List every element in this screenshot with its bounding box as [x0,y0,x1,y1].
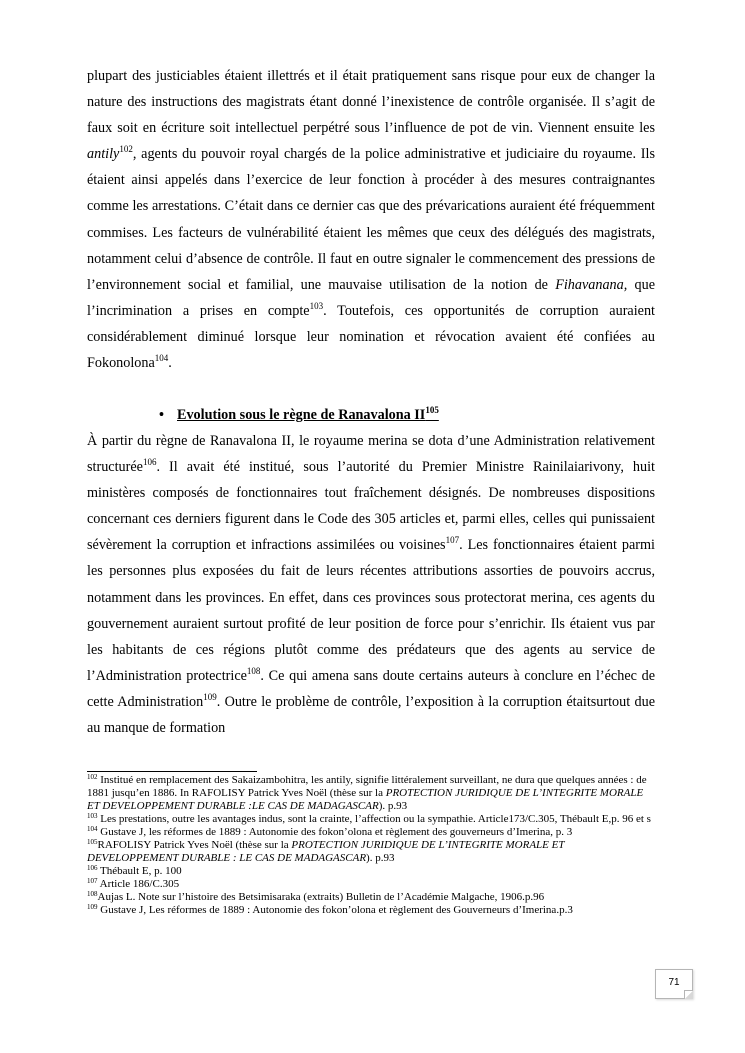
text-run: plupart des justiciables étaient illettrés et il était pratiquement sans risque pour eux de changer la nature des instructions des magistrats étant donné l’inexistence de contrôle organisée. Il s’agit de faux soit en écriture soit intellectuel perpétré sous l’influence de pot de vin. Viennent ensuite les [87,68,655,137]
footnote-number: 105 [87,838,98,846]
text-run: . Les fonctionnaires étaient parmi les personnes plus exposées du fait de leurs récentes attributions assorties de pouvoirs accrus, notamment dans les provinces. En effet, dans ces provinces sous protectorat merina, ces agents du gouvernement auraient surtout profité de leur position de force pour s’enrichir. Ils étaient vus par les habitants de ces régions plutôt comme des prédateurs que des agents au service de l’Administration protectrice [87,537,656,684]
footnote-108 [87,891,657,904]
text-run: . Toutefois, ces opportunités de corruption auraient considérablement diminué lorsque leur nomination et révocation avaient été confiées au Fokonolona [87,302,655,372]
footnote-text: Gustave J, les réformes de 1889 : Autonomie des fokon’olona et règlement des gouverneurs d’Imerina, p. 3 [97,826,573,838]
footnote-text: Gustave J, Les réformes de 1889 : Autonomie des fokon’olona et règlement des Gouverneurs d’Imerina.p.3 [97,904,573,916]
footnote-105 [87,839,657,865]
footnote-number: 109 [87,903,98,911]
body-paragraph-2 [87,428,655,741]
footnote-text: ). p.93 [366,852,395,864]
footnote-number: 102 [87,773,98,781]
section-heading [159,402,439,428]
text-run: que l’incrimination a prises en compte [87,276,655,319]
footnotes [87,774,657,917]
footnote-text: Institué en remplacement des Sakaizambohitra, les antily, signifie littéralement surveillant, ne dura que quelques années : de 1881 jusqu’en 1886. In RAFOLISY Patrick Yves Noël (thèse sur la [87,774,647,799]
footnote-text: Thébault E, p. 100 [97,865,182,877]
footnote-number: 107 [87,877,98,885]
footnote-number: 104 [87,825,98,833]
footnote-104 [87,826,657,839]
footnote-ref-105[interactable]: 105 [425,405,439,415]
footnote-italic-title: PROTECTION JURIDIQUE DE L’INTEGRITE MORALE ET DEVELOPPEMENT DURABLE :LE CAS DE MADAGASCAR [87,787,644,812]
footnote-number: 106 [87,864,98,872]
footnote-ref-106[interactable]: 106 [142,457,157,468]
footnote-103 [87,813,657,826]
footnote-separator [87,771,257,772]
footnote-text: Article 186/C.305 [97,878,180,890]
heading-label: Evolution sous le règne de Ranavalona II [177,407,426,423]
page-curl-icon [684,990,693,999]
footnote-text: RAFOLISY Patrick Yves Noël (thèse sur la [97,839,292,851]
footnote-number: 108 [87,890,98,898]
footnote-number: 103 [87,812,98,820]
footnote-106 [87,865,657,878]
footnote-italic-title: PROTECTION JURIDIQUE DE L’INTEGRITE MORALE ET DEVELOPPEMENT DURABLE : LE CAS DE MADAGASCAR [87,839,565,864]
footnote-text: Aujas L. Note sur l’histoire des Betsimisaraka (extraits) Bulletin de l’Académie Malgache, 1906.p.96 [97,891,545,903]
footnote-109 [87,904,657,917]
footnote-ref-104[interactable]: 104 [154,353,169,364]
text-run: , agents du pouvoir royal chargés de la police administrative et judiciaire du royaume. Ils étaient ainsi appelés dans l’exercice de leur fonction à procéder à des mesures contraignantes comme les arrestations. C’était dans ce dernier cas que des prévarications auraient été fréquemment commises. Les facteurs de vulnérabilité étaient les mêmes que ceux des délégués des magistrats, notamment celui d’absence de contrôle. Il faut en outre signaler le commencement des pressions de l’environnement social et familial, une mauvaise utilisation de la notion de [87,146,655,293]
italic-term-fihavanana: Fihavanana, [555,276,628,293]
text-run: . [168,355,172,372]
text-run: . Ce qui amena sans doute certains auteurs à conclure en l’échec de cette Administration [87,667,655,710]
footnote-107 [87,878,657,891]
text-run: . Il avait été institué, sous l’autorité du Premier Ministre Rainilaiarivony, huit ministères composés de fonctionnaires tout fraîchement désignés. De nombreuses dispositions concernant ces derniers figurent dans le Code des 305 articles et, parmi elles, celles qui punissaient sévèrement la corruption et infractions assimilées ou voisines [87,459,655,554]
italic-term-antily: antily [87,146,120,163]
text-run: À partir du règne de Ranavalona II, le royaume merina se dota d’une Administration relativement structurée [87,433,655,476]
footnote-ref-103[interactable]: 103 [309,300,324,311]
page-number-box [655,969,693,999]
footnote-102 [87,774,657,813]
footnote-text: Les prestations, outre les avantages indus, sont la crainte, l’affection ou la sympathie. Article173/C.305, Thébault E,p. 96 et s [97,813,651,825]
footnote-text: ). p.93 [378,800,408,812]
page-number: 71 [668,977,680,988]
footnote-ref-108[interactable]: 108 [246,665,261,676]
section-heading-text [177,407,439,423]
body-paragraph-1 [87,63,655,376]
text-run: . Outre le problème de contrôle, l’exposition à la corruption étaitsurtout due au manque de formation [87,693,655,737]
footnote-ref-109[interactable]: 109 [203,691,217,702]
footnote-ref-102[interactable]: 102 [119,144,133,155]
footnote-ref-107[interactable]: 107 [445,535,460,546]
bullet-icon: • [159,407,164,423]
